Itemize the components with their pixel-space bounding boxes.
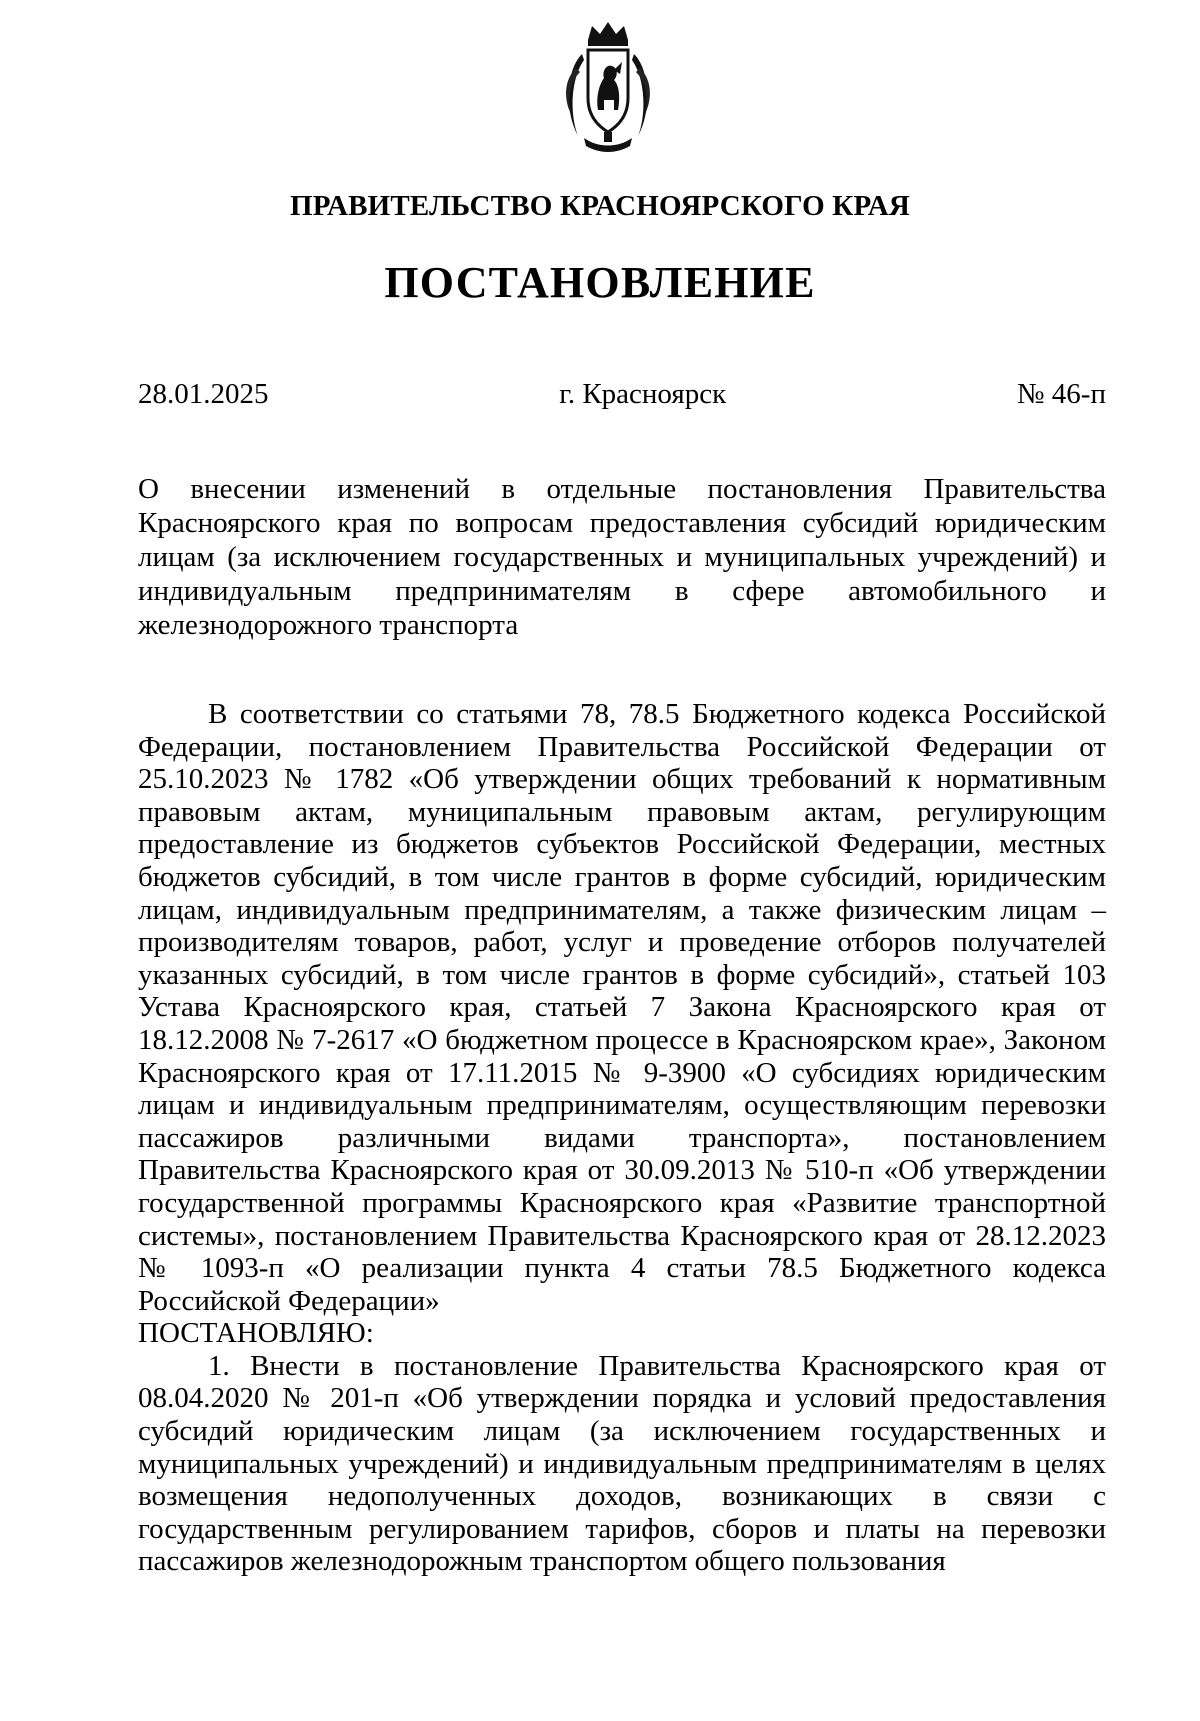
coat-of-arms-emblem <box>558 20 658 156</box>
organization-heading: ПРАВИТЕЛЬСТВО КРАСНОЯРСКОГО КРАЯ <box>289 190 911 222</box>
document-number: № 46-п <box>1016 378 1106 410</box>
document-meta-row <box>138 378 1106 411</box>
preamble-paragraph: В соответствии со статьями 78, 78.5 Бюджетного кодекса Российской Федерации, постановлением Правительства Российской Федерации от 25.10.2023 № 1782 «Об утверждении общих требований к нормативным правовым актам, муниципальным правовым актам, регулирующим предоставление из бюджетов субъектов Российской Федерации, местных бюджетов субсидий, в том числе грантов в форме субсидий, юридическим лицам, индивидуальным предпринимателям, а также физическим лицам – производителям товаров, работ, услуг и проведение отборов получателей указанных субсидий, в том числе грантов в форме субсидий», статьей 103 Устава Красноярского края, статьей 7 Закона Красноярского края от 18.12.2008 № 7-2617 «О бюджетном процессе в Красноярском крае», Законом Красноярского края от 17.11.2015 № 9-3900 «О субсидиях юридическим лицам и индивидуальным предпринимателям, осуществляющим перевозки пассажиров различными видами транспорта», постановлением Правительства Красноярского края от 30.09.2013 № 510-п «Об утверждении государственной программы Красноярского края «Развитие транспортной системы», постановлением Правительства Красноярского края от 28.12.2023 № 1093-п «О реализации пункта 4 статьи 78.5 Бюджетного кодекса Российской Федерации» <box>138 698 1106 1317</box>
document-date: 28.01.2025 <box>138 378 269 410</box>
document-title: О внесении изменений в отдельные постановления Правительства Красноярского края по вопросам предоставления субсидий юридическим лицам (за исключением государственных и муниципальных учреждений) и индивидуальным предпринимателям в сфере автомобильного и железнодорожного транспорта <box>138 473 1106 641</box>
document-body <box>138 698 1106 1578</box>
document-city: г. Красноярск <box>559 378 727 410</box>
item-1-paragraph: 1. Внести в постановление Правительства Красноярского края от 08.04.2020 № 201-п «Об утверждении порядка и условий предоставления субсидий юридическим лицам (за исключением государственных и муниципальных учреждений) и индивидуальным предпринимателям в целях возмещения недополученных доходов, возникающих в связи с государственным регулированием тарифов, сборов и платы на перевозки пассажиров железнодорожным транспортом общего пользования <box>138 1349 1106 1578</box>
document-type-heading: ПОСТАНОВЛЕНИЕ <box>384 258 816 307</box>
resolve-clause: ПОСТАНОВЛЯЮ: <box>138 1317 374 1350</box>
